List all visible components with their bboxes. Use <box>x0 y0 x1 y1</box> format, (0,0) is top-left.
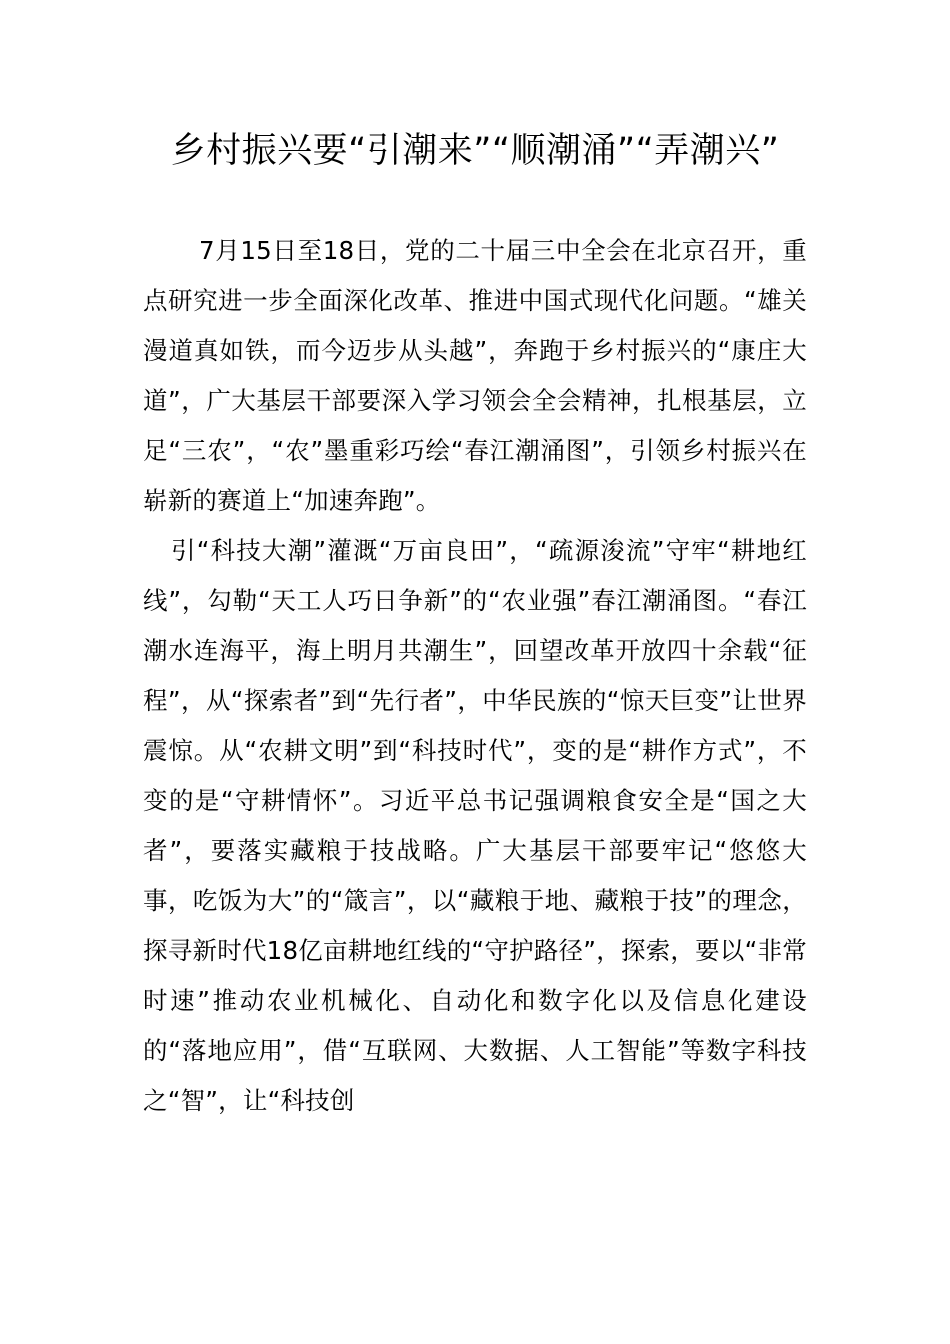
article-title: 乡村振兴要“引潮来”“顺潮涌”“弄潮兴” <box>170 131 780 171</box>
paragraph-1: 7月15日至18日，党的二十届三中全会在北京召开，重点研究进一步全面深化改革、推进中国式现代化问题。“雄关漫道真如铁，而今迈步从头越”，奔跑于乡村振兴的“康庄大道”，广大基层干部要深入学习领会全会精神，扎根基层，立足“三农”，“农”墨重彩巧绘“春江潮涌图”，引领乡村振兴在崭新的赛道上“加速奔跑”。 <box>143 236 807 515</box>
paragraph-2: 引“科技大潮”灌溉“万亩良田”，“疏源浚流”守牢“耕地红线”，勾勒“天工人巧日争新”的“农业强”春江潮涌图。“春江潮水连海平，海上明月共潮生”，回望改革开放四十余载“征程”，从“探索者”到“先行者”，中华民族的“惊天巨变”让世界震惊。从“农耕文明”到“科技时代”，变的是“耕作方式”，不变的是“守耕情怀”。习近平总书记强调粮食安全是“国之大者”，要落实藏粮于技战略。广大基层干部要牢记“悠悠大事，吃饭为大”的“箴言”，以“藏粮于地、藏粮于技”的理念，探寻新时代18亿亩耕地红线的“守护路径”，探索，要以“非常时速”推动农业机械化、自动化和数字化以及信息化建设的“落地应用”，借“互联网、大数据、人工智能”等数字科技之“智”，让“科技创 <box>143 536 807 1115</box>
article-body <box>143 226 807 1126</box>
